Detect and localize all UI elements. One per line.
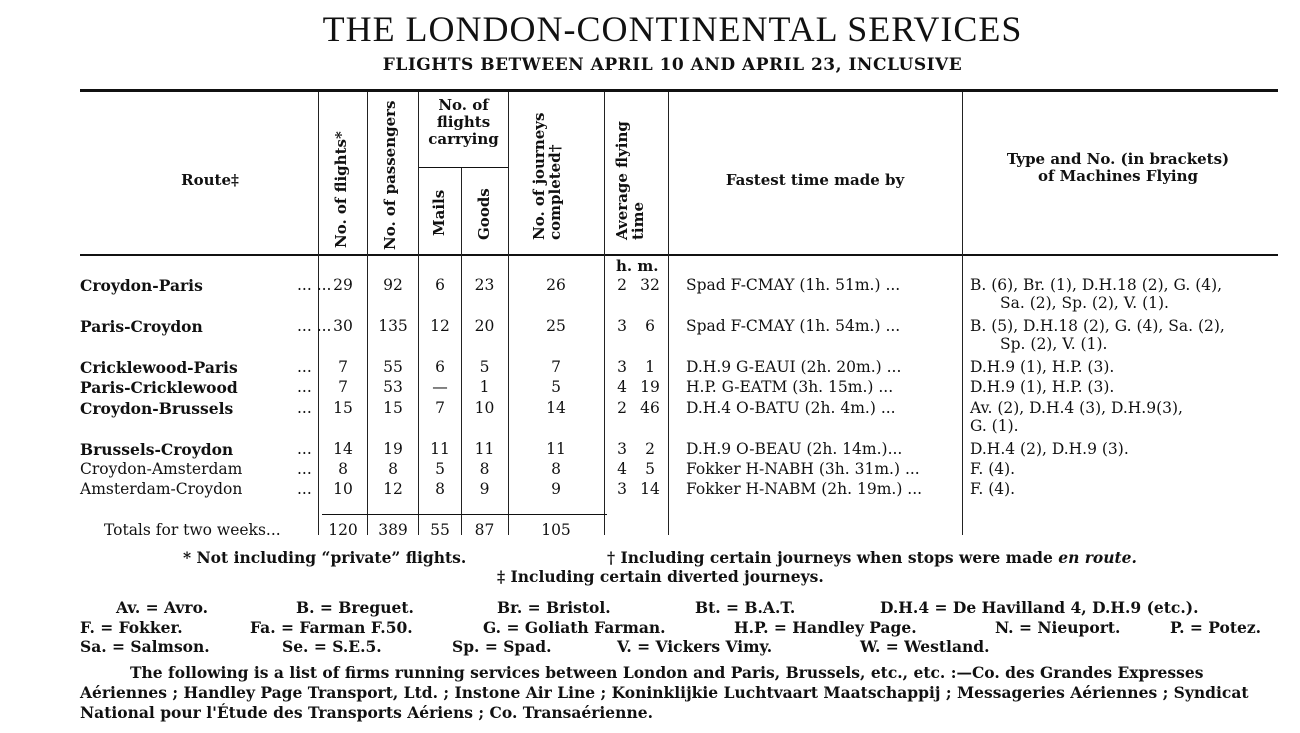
abbreviation: Sa. = Salmson.: [80, 637, 210, 656]
abbreviation: Bt. = B.A.T.: [695, 598, 796, 617]
minutes-cell: 5: [645, 460, 655, 478]
mails-cell: 7: [435, 399, 445, 417]
mails-cell: 12: [430, 317, 450, 335]
mails-cell: 8: [435, 480, 445, 498]
route-cell: Cricklewood-Paris: [80, 358, 238, 377]
route-cell: Amsterdam-Croydon: [80, 480, 243, 498]
machines-cell: Sp. (2), V. (1).: [1000, 335, 1108, 353]
minutes-cell: 14: [640, 480, 660, 498]
abbreviation: H.P. = Handley Page.: [734, 618, 917, 637]
totals-label: Totals for two weeks...: [104, 521, 281, 539]
passengers-cell: 12: [383, 480, 403, 498]
flights-cell: 10: [333, 480, 353, 498]
abbreviation: W. = Westland.: [860, 637, 990, 656]
header-num-passengers: No. of passengers: [381, 100, 399, 250]
fastest-cell: Spad F-CMAY (1h. 54m.) ...: [686, 317, 901, 335]
header-goods: Goods: [475, 188, 493, 240]
goods-cell: 23: [474, 276, 495, 294]
top-rule: [80, 89, 1278, 92]
fastest-cell: Fokker H-NABH (3h. 31m.) ...: [686, 460, 920, 478]
route-dots: ...: [297, 480, 312, 498]
journeys-cell: 25: [546, 317, 566, 335]
mails-cell: 11: [430, 440, 450, 458]
hours-cell: 4: [617, 460, 627, 478]
minutes-cell: 1: [645, 358, 655, 376]
header-flights-carrying-line: No. of: [438, 96, 489, 114]
passengers-cell: 92: [383, 276, 403, 294]
fastest-cell: Fokker H-NABM (2h. 19m.) ...: [686, 480, 923, 498]
hours-cell: 4: [617, 378, 627, 396]
route-cell: Croydon-Brussels: [80, 399, 234, 418]
abbreviation: Av. = Avro.: [116, 598, 209, 617]
flights-cell: 15: [333, 399, 353, 417]
journeys-cell: 14: [546, 399, 566, 417]
mails-cell: 5: [435, 460, 445, 478]
passengers-cell: 135: [378, 317, 408, 335]
hours-cell: 3: [617, 440, 627, 458]
header-journeys: No. of journeys completed†: [530, 112, 564, 240]
journeys-cell: 9: [551, 480, 561, 498]
header-machines: [968, 151, 1268, 185]
flights-cell: 7: [338, 378, 348, 396]
abbreviation: P. = Potez.: [1170, 618, 1262, 637]
passengers-cell: 15: [383, 399, 403, 417]
page-title: THE LONDON-CONTINENTAL SERVICES: [322, 9, 1023, 49]
footnote-stops: [607, 548, 1137, 567]
route-cell: Paris-Cricklewood: [80, 378, 238, 397]
table-row: [0, 460, 1300, 482]
goods-cell: 5: [479, 358, 490, 376]
minutes-cell: 6: [645, 317, 655, 335]
machines-cell: Sa. (2), Sp. (2), V. (1).: [1000, 294, 1169, 312]
table-row: [0, 378, 1300, 400]
abbreviation: G. = Goliath Farman.: [483, 618, 666, 637]
goods-cell: 11: [474, 440, 495, 458]
totals-row: [0, 521, 1300, 543]
minutes-cell: 2: [645, 440, 655, 458]
abbreviation: Sp. = Spad.: [452, 637, 552, 656]
route-dots: ...: [297, 460, 312, 478]
totals-mails: 55: [430, 521, 450, 539]
route-dots: ...: [297, 378, 312, 396]
machines-cell: B. (5), D.H.18 (2), G. (4), Sa. (2),: [970, 317, 1225, 335]
fastest-cell: H.P. G-EATM (3h. 15m.) ...: [686, 378, 894, 396]
passengers-cell: 19: [383, 440, 403, 458]
table-row: [0, 480, 1300, 502]
header-flights-carrying-line: carrying: [428, 130, 499, 148]
machines-cell: F. (4).: [970, 460, 1016, 478]
route-dots: ... ...: [297, 317, 332, 335]
totals-goods: 87: [474, 521, 495, 539]
flights-cell: 8: [338, 460, 348, 478]
hours-cell: 3: [617, 317, 627, 335]
minutes-cell: 46: [640, 399, 660, 417]
passengers-cell: 53: [383, 378, 403, 396]
mails-cell: 6: [435, 276, 445, 294]
machines-cell: F. (4).: [970, 480, 1016, 498]
goods-cell: 9: [479, 480, 490, 498]
flights-cell: 30: [333, 317, 353, 335]
passengers-cell: 55: [383, 358, 403, 376]
footnote-stops-text: † Including certain journeys when stops were made: [607, 548, 1059, 567]
header-avg-time: Average flying time: [613, 121, 647, 240]
fastest-cell: Spad F-CMAY (1h. 51m.) ...: [686, 276, 901, 294]
table-row: [0, 317, 1300, 353]
header-mails: Mails: [430, 189, 448, 236]
header-machines-line: Type and No. (in brackets): [1006, 150, 1230, 168]
totals-flights: 120: [328, 521, 358, 539]
table-row: [0, 440, 1300, 462]
hours-cell: 2: [617, 276, 627, 294]
machines-cell: Av. (2), D.H.4 (3), D.H.9(3),: [970, 399, 1183, 417]
minutes-cell: 19: [640, 378, 660, 396]
abbreviation: V. = Vickers Vimy.: [617, 637, 773, 656]
machines-cell: B. (6), Br. (1), D.H.18 (2), G. (4),: [970, 276, 1223, 294]
abbreviation: Br. = Bristol.: [497, 598, 611, 617]
footnote-private: * Not including “private” flights.: [183, 548, 467, 567]
flights-cell: 7: [338, 358, 348, 376]
fastest-cell: D.H.4 O-BATU (2h. 4m.) ...: [686, 399, 896, 417]
mails-cell: —: [432, 378, 448, 396]
footnote-en-route: en route.: [1058, 548, 1137, 567]
machines-cell: G. (1).: [970, 417, 1019, 435]
header-flights-carrying-line: flights: [436, 113, 491, 131]
route-dots: ...: [297, 358, 312, 376]
totals-passengers: 389: [378, 521, 408, 539]
route-cell: Paris-Croydon: [80, 317, 203, 336]
route-cell: Croydon-Amsterdam: [80, 460, 243, 478]
machines-cell: D.H.9 (1), H.P. (3).: [970, 378, 1115, 396]
abbreviation: Fa. = Farman F.50.: [250, 618, 413, 637]
journeys-cell: 26: [546, 276, 566, 294]
table-row: [0, 399, 1300, 435]
goods-cell: 1: [479, 378, 490, 396]
hours-cell: 3: [617, 480, 627, 498]
header-fastest: Fastest time made by: [725, 171, 905, 189]
route-cell: Croydon-Paris: [80, 276, 203, 295]
route-dots: ... ...: [297, 276, 332, 294]
table-row: [0, 276, 1300, 312]
header-flights-carrying: [419, 97, 508, 148]
footnote-diverted: ‡ Including certain diverted journeys.: [497, 567, 824, 586]
journeys-cell: 11: [546, 440, 566, 458]
table-row: [0, 358, 1300, 380]
header-machines-line: of Machines Flying: [1037, 167, 1198, 185]
hours-cell: 3: [617, 358, 627, 376]
minutes-cell: 32: [640, 276, 660, 294]
page-subtitle: FLIGHTS BETWEEN APRIL 10 AND APRIL 23, INCLUSIVE: [382, 55, 963, 75]
abbreviation: N. = Nieuport.: [995, 618, 1121, 637]
machines-cell: D.H.4 (2), D.H.9 (3).: [970, 440, 1129, 458]
totals-journeys: 105: [541, 521, 571, 539]
machines-cell: D.H.9 (1), H.P. (3).: [970, 358, 1115, 376]
journeys-cell: 8: [551, 460, 561, 478]
fastest-cell: D.H.9 O-BEAU (2h. 14m.)...: [686, 440, 903, 458]
firms-paragraph: The following is a list of firms running services between London and Paris, Brussels, etc., etc. :—Co. des Grandes Expresses Aériennes ; Handley Page Transport, Ltd. ; Instone Air Line ; Koninklijkie Luchtvaart Maatschappij ; Messageries Aériennes ; Syndicat National pour l'Étude des Transports Aériens ; Co. Transaérienne.: [80, 663, 1249, 722]
fastest-cell: D.H.9 G-EAUI (2h. 20m.) ...: [686, 358, 902, 376]
abbreviation: Se. = S.E.5.: [282, 637, 382, 656]
journeys-cell: 7: [551, 358, 561, 376]
carrying-rule: [419, 167, 508, 168]
header-hm: h. m.: [616, 257, 659, 275]
route-cell: Brussels-Croydon: [80, 440, 234, 459]
mails-cell: 6: [435, 358, 445, 376]
hours-cell: 2: [617, 399, 627, 417]
abbreviation: F. = Fokker.: [80, 618, 183, 637]
route-dots: ...: [297, 399, 312, 417]
abbreviation: D.H.4 = De Havilland 4, D.H.9 (etc.).: [880, 598, 1199, 617]
flights-cell: 29: [333, 276, 353, 294]
header-num-flights: No. of flights*: [332, 131, 350, 248]
goods-cell: 8: [479, 460, 490, 478]
header-route: Route‡: [181, 171, 239, 189]
passengers-cell: 8: [388, 460, 398, 478]
totals-rule: [322, 514, 607, 515]
goods-cell: 20: [474, 317, 495, 335]
header-rule: [80, 254, 1278, 256]
abbreviation: B. = Breguet.: [296, 598, 414, 617]
journeys-cell: 5: [551, 378, 561, 396]
flights-cell: 14: [333, 440, 353, 458]
route-dots: ...: [297, 440, 312, 458]
goods-cell: 10: [474, 399, 495, 417]
